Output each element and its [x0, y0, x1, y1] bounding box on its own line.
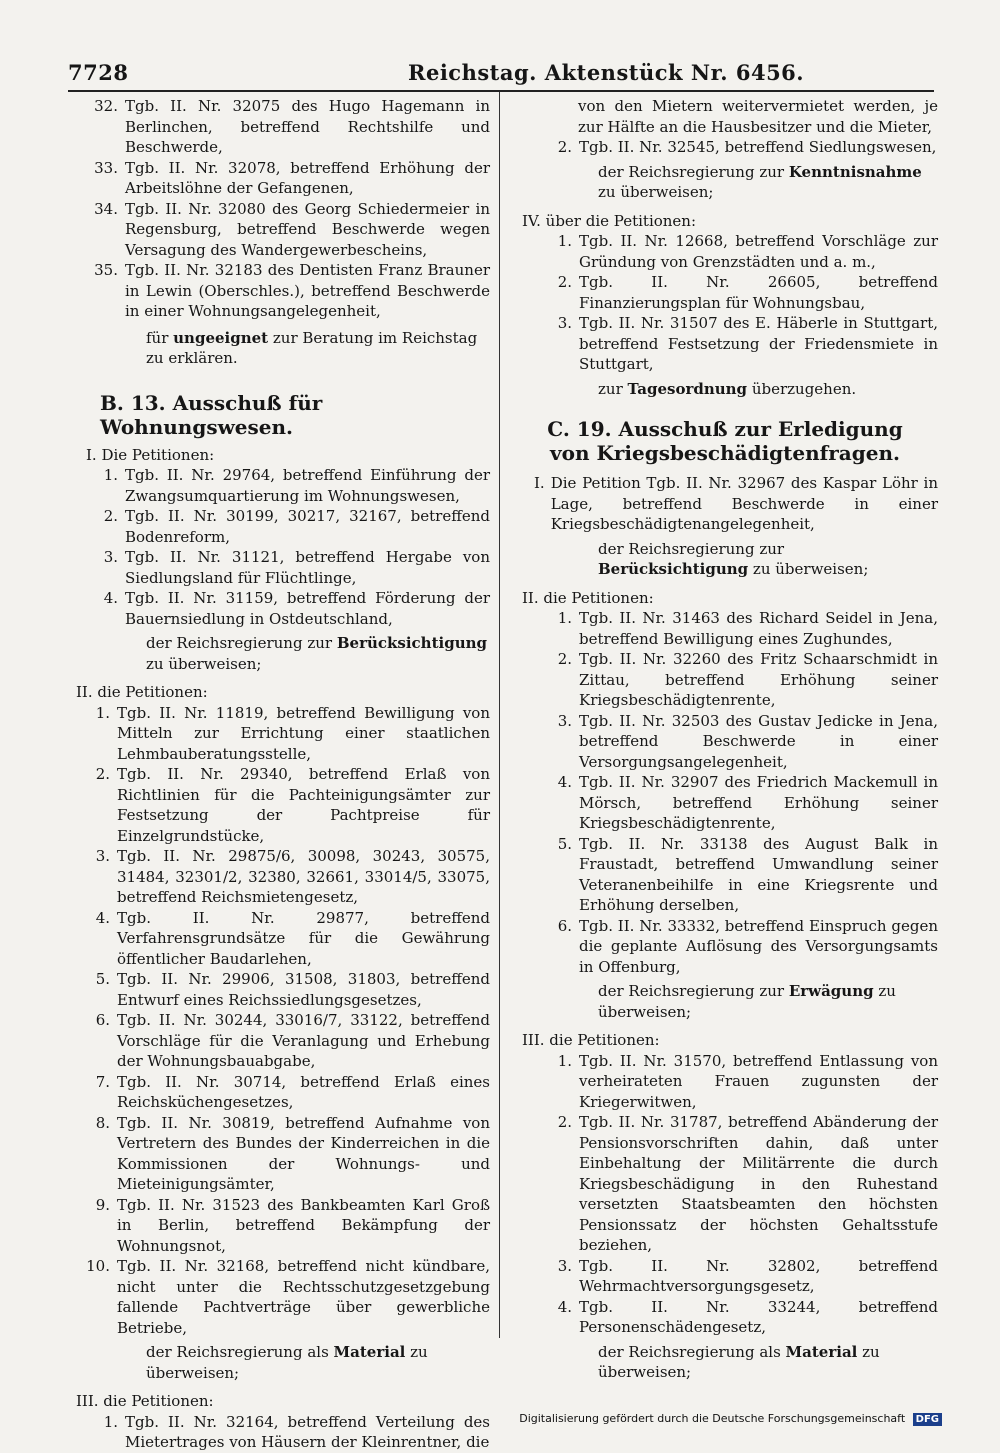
item-number: 5.: [557, 834, 572, 853]
directive-keyword: Erwägung: [788, 982, 874, 1000]
item-number: 2.: [95, 765, 110, 783]
item-number: 32.: [94, 97, 118, 115]
item-text: Tgb. II. Nr. 11819, betreffend Bewilligung von Mitteln zur Errichtung einer staatlichen Lehmbauberatungsstelle,: [117, 703, 490, 763]
list-item: [66, 703, 490, 765]
item-number: 1.: [103, 1412, 118, 1431]
item-text: Tgb. II. Nr. 33332, betreffend Einspruch gegen die geplante Auflösung des Versorgungsamts in Offenburg,: [579, 916, 938, 976]
list-item: [512, 137, 938, 158]
roman-heading-ii: II. die Petitionen:: [76, 683, 208, 701]
directive-deliberation: [512, 981, 938, 1022]
list-item: [66, 506, 490, 547]
item-list: [512, 137, 938, 158]
directive-keyword: ungeeignet: [173, 328, 269, 347]
item-number: 2.: [557, 138, 572, 156]
directive-keyword: Tagesordnung: [627, 379, 748, 398]
section-heading-b13: B. 13. Ausschuß für Wohnungswesen.: [100, 390, 323, 439]
item-text: Tgb. II. Nr. 31121, betreffend Hergabe von Siedlungsland für Flüchtlinge,: [125, 548, 490, 587]
dfg-logo: DFG: [913, 1413, 942, 1426]
right-column: [512, 96, 938, 1383]
item-number: 2.: [557, 650, 572, 668]
directive-keyword: Material: [785, 1342, 858, 1361]
left-column: [66, 96, 490, 1453]
list-item: [66, 158, 490, 199]
item-number: 6.: [95, 1011, 110, 1029]
running-head: Reichstag. Aktenstück Nr. 6456.: [408, 60, 805, 85]
item-number: 3.: [557, 314, 572, 332]
item-text: Tgb. II. Nr. 29906, 31508, 31803, betreffend Entwurf eines Reichssiedlungsgesetzes,: [117, 970, 490, 1009]
item-text: Tgb. II. Nr. 31463 des Richard Seidel in Jena, betreffend Bewilligung eines Zughundes,: [579, 609, 938, 648]
list-item: [66, 465, 490, 506]
item-number: 33.: [94, 158, 118, 177]
item-number: 4.: [557, 773, 572, 791]
item-number: 4.: [557, 1297, 572, 1316]
item-text: Tgb. II. Nr. 29340, betreffend Erlaß von Richtlinien für die Pachteinigungsämter zur Festsetzung der Pachtpreise für Einzelgrundstücke,: [117, 765, 490, 845]
item-text: Tgb. II. Nr. 29877, betreffend Verfahrensgrundsätze für die Gewährung öffentlicher Baudarlehen,: [117, 908, 490, 968]
directive-text: zur Beratung im Reichstag zu erklären.: [146, 328, 478, 367]
item-text: Tgb. II. Nr. 32907 des Friedrich Mackemull in Mörsch, betreffend Erhöhung seiner Kriegsbeschädigtenrente,: [579, 773, 938, 832]
directive-text: überzugehen.: [747, 379, 857, 398]
list-item: [66, 1412, 490, 1453]
item-text: Tgb. II. Nr. 31159, betreffend Förderung der Bauernsiedlung in Ostdeutschland,: [125, 589, 490, 628]
directive-text: zu überweisen;: [598, 1342, 880, 1381]
item-text: Tgb. II. Nr. 33244, betreffend Personenschädengesetz,: [579, 1297, 938, 1336]
item-text: Tgb. II. Nr. 32545, betreffend Siedlungswesen,: [579, 138, 937, 156]
list-item: [66, 1072, 490, 1113]
list-item: [66, 199, 490, 261]
list-item: [66, 260, 490, 322]
footer-text: Digitalisierung gefördert durch die Deutsche Forschungsgemeinschaft: [519, 1412, 906, 1425]
list-item: [66, 969, 490, 1010]
item-text: Tgb. II. Nr. 12668, betreffend Vorschläge zur Gründung von Grenzstädten und a. m.,: [579, 232, 938, 271]
list-item: [512, 772, 938, 834]
item-text: Tgb. II. Nr. 30244, 33016/7, 33122, betreffend Vorschläge für die Veranlagung und Erhebung der Wohnungsbauabgabe,: [117, 1011, 490, 1070]
list-item: [66, 1256, 490, 1338]
item-text: Tgb. II. Nr. 31570, betreffend Entlassung von verheirateten Frauen zugunsten der Kriegerwitwen,: [579, 1051, 938, 1111]
item-text: Tgb. II. Nr. 29875/6, 30098, 30243, 30575, 31484, 32301/2, 32380, 32661, 33014/5, 33075, betreffend Reichsmietengesetz,: [117, 847, 490, 906]
footer-credit: [519, 1412, 942, 1426]
list-item: [66, 588, 490, 629]
item-number: 34.: [94, 199, 118, 218]
item-number: 1.: [95, 703, 110, 722]
list-item: [66, 846, 490, 908]
list-item: [512, 1297, 938, 1338]
continuation-text: von den Mietern weitervermietet werden, je zur Hälfte an die Hausbesitzer und die Mieter,: [578, 97, 938, 136]
list-item: [66, 1113, 490, 1195]
item-text: Die Petition Tgb. II. Nr. 32967 des Kaspar Löhr in Lage, betreffend Beschwerde in einer Kriegsbeschädigtenangelegenheit,: [550, 474, 938, 533]
directive-consideration: [66, 633, 490, 674]
item-list: [512, 608, 938, 977]
item-number: 4.: [95, 908, 110, 927]
page-header: [68, 58, 934, 88]
item-text: Tgb. II. Nr. 32078, betreffend Erhöhung der Arbeitslöhne der Gefangenen,: [125, 158, 490, 197]
section-heading-c19: C. 19. Ausschuß zur Erledigung von Kriegsbeschädigtenfragen.: [547, 417, 903, 465]
item-number: 1.: [557, 1051, 572, 1070]
item-number: 1.: [557, 609, 572, 627]
list-item: [512, 608, 938, 649]
list-item: [512, 1112, 938, 1256]
item-text: Tgb. II. Nr. 32164, betreffend Verteilung des Mietertrages von Häusern der Kleinrentner, die: [125, 1412, 490, 1451]
directive-keyword: Kenntnisnahme: [788, 162, 922, 181]
list-item: [512, 916, 938, 978]
directive-text: zu überweisen;: [146, 1343, 428, 1382]
item-number: 8.: [95, 1113, 110, 1132]
directive-text: für: [146, 328, 174, 347]
list-item: [512, 1051, 938, 1113]
item-text: Tgb. II. Nr. 31507 des E. Häberle in Stuttgart, betreffend Festsetzung der Friedensmiete in Stuttgart,: [579, 314, 938, 373]
item-text: Tgb. II. Nr. 31787, betreffend Abänderung der Pensionsvorschriften dahin, daß unter Einbehaltung der Militärrente die durch Kriegsbeschädigung in den Ruhestand versetzten Staatsbeamten den höchsten Pensionssatz der höchsten Gehaltsstufe beziehen,: [579, 1113, 938, 1254]
directive-text: der Reichsregierung zur: [146, 634, 337, 652]
item-number: I.: [534, 474, 545, 492]
item-list: [66, 465, 490, 629]
item-list: [512, 231, 938, 375]
roman-heading-ii: II. die Petitionen:: [522, 588, 654, 607]
list-item: [66, 1010, 490, 1072]
list-item: [512, 834, 938, 916]
roman-heading-iii: III. die Petitionen:: [522, 1031, 660, 1049]
item-number: 1.: [103, 466, 118, 484]
item-text: Tgb. II. Nr. 32802, betreffend Wehrmachtversorgungsgesetz,: [579, 1256, 938, 1295]
directive-text: zur: [598, 379, 628, 398]
item-text: Tgb. II. Nr. 30714, betreffend Erlaß eines Reichsküchengesetzes,: [117, 1072, 490, 1111]
item-text: Tgb. II. Nr. 29764, betreffend Einführung der Zwangsumquartierung im Wohnungswesen,: [125, 466, 490, 505]
directive-text: zu überweisen;: [598, 183, 714, 201]
directive-text: zu überweisen;: [598, 982, 896, 1021]
directive-notice: [512, 162, 938, 203]
list-item: [512, 649, 938, 711]
item-number: 5.: [95, 970, 110, 988]
item-text: Tgb. II. Nr. 30819, betreffend Aufnahme von Vertretern des Bundes der Kinderreichen in die Kommissionen der Wohnungs- und Mieteinigungsämter,: [117, 1113, 490, 1193]
item-number: 1.: [557, 232, 572, 250]
item-number: 3.: [95, 847, 110, 865]
item-text: Tgb. II. Nr. 32080 des Georg Schiedermeier in Regensburg, betreffend Beschwerde wegen Versagung des Wandergewerbescheins,: [125, 199, 490, 259]
list-item: [66, 547, 490, 588]
directive-text: der Reichsregierung als: [146, 1343, 334, 1361]
directive-keyword: Material: [333, 1343, 406, 1361]
list-item: [66, 96, 490, 158]
list-item: [66, 908, 490, 970]
item-list: [66, 703, 490, 1339]
directive-consideration: [512, 539, 938, 580]
item-number: 4.: [103, 589, 118, 607]
directive-material: [66, 1342, 490, 1383]
item-number: 2.: [557, 273, 572, 291]
directive-keyword: Berücksichtigung: [336, 634, 487, 652]
item-number: 6.: [557, 916, 572, 935]
directive-text: der Reichsregierung zur: [598, 162, 789, 181]
item-number: 3.: [557, 711, 572, 730]
list-item: [512, 313, 938, 375]
item-text: Tgb. II. Nr. 31523 des Bankbeamten Karl Groß in Berlin, betreffend Bekämpfung der Wohnungsnot,: [117, 1195, 490, 1255]
directive-text: zu überweisen;: [748, 560, 869, 578]
item-number: 2.: [557, 1113, 572, 1131]
directive-material: [512, 1342, 938, 1383]
roman-heading-iii: III. die Petitionen:: [76, 1392, 214, 1410]
directive-text: der Reichsregierung zur: [598, 982, 789, 1000]
item-text: Tgb. II. Nr. 32168, betreffend nicht kündbare, nicht unter die Rechtsschutzgesetzgebung fallende Pachtverträge über gewerbliche Betriebe,: [117, 1257, 490, 1337]
item-number: 2.: [103, 507, 118, 525]
list-item: [66, 1195, 490, 1257]
list-item: [66, 764, 490, 846]
item-list: [66, 96, 490, 322]
item-text: Tgb. II. Nr. 30199, 30217, 32167, betreffend Bodenreform,: [125, 507, 490, 546]
item-text: Tgb. II. Nr. 32183 des Dentisten Franz Brauner in Lewin (Oberschles.), betreffend Beschwerde in einer Wohnungsangelegenheit,: [125, 261, 490, 320]
petition-intro: [512, 473, 938, 535]
directive-text: zu überweisen;: [146, 654, 262, 673]
directive-agenda: [512, 379, 938, 400]
item-text: Tgb. II. Nr. 26605, betreffend Finanzierungsplan für Wohnungsbau,: [579, 273, 938, 312]
item-number: 35.: [94, 261, 118, 279]
item-text: Tgb. II. Nr. 32260 des Fritz Schaarschmidt in Zittau, betreffend Erhöhung seiner Kriegsbeschädigtenrente,: [579, 650, 938, 709]
page-number: 7728: [68, 60, 129, 85]
header-rule: [68, 90, 934, 92]
list-item: [512, 711, 938, 773]
item-number: 9.: [95, 1195, 110, 1214]
list-item: [512, 1256, 938, 1297]
list-item: [512, 231, 938, 272]
roman-heading-iv: IV. über die Petitionen:: [522, 211, 697, 230]
directive-text: der Reichsregierung als: [598, 1342, 786, 1361]
item-number: 3.: [103, 548, 118, 566]
item-list: [512, 1051, 938, 1338]
item-list: [66, 1412, 490, 1453]
column-divider: [499, 92, 500, 1338]
item-text: Tgb. II. Nr. 32075 des Hugo Hagemann in Berlinchen, betreffend Rechtshilfe und Beschwerde,: [125, 97, 490, 156]
item-number: 10.: [86, 1257, 110, 1275]
item-text: Tgb. II. Nr. 32503 des Gustav Jedicke in Jena, betreffend Beschwerde in einer Versorgungsangelegenheit,: [579, 711, 938, 771]
directive-keyword: Berücksichtigung: [598, 560, 749, 578]
roman-heading-i: I. Die Petitionen:: [86, 445, 215, 464]
list-item: [512, 272, 938, 313]
item-text: Tgb. II. Nr. 33138 des August Balk in Fraustadt, betreffend Umwandlung seiner Veteranenbeihilfe in eine Kriegsrente und Erhöhung derselben,: [579, 834, 938, 914]
directive-unsuitable: [66, 328, 490, 369]
directive-text: der Reichsregierung zur: [598, 539, 785, 558]
item-number: 3.: [557, 1256, 572, 1275]
item-number: 7.: [95, 1072, 110, 1091]
